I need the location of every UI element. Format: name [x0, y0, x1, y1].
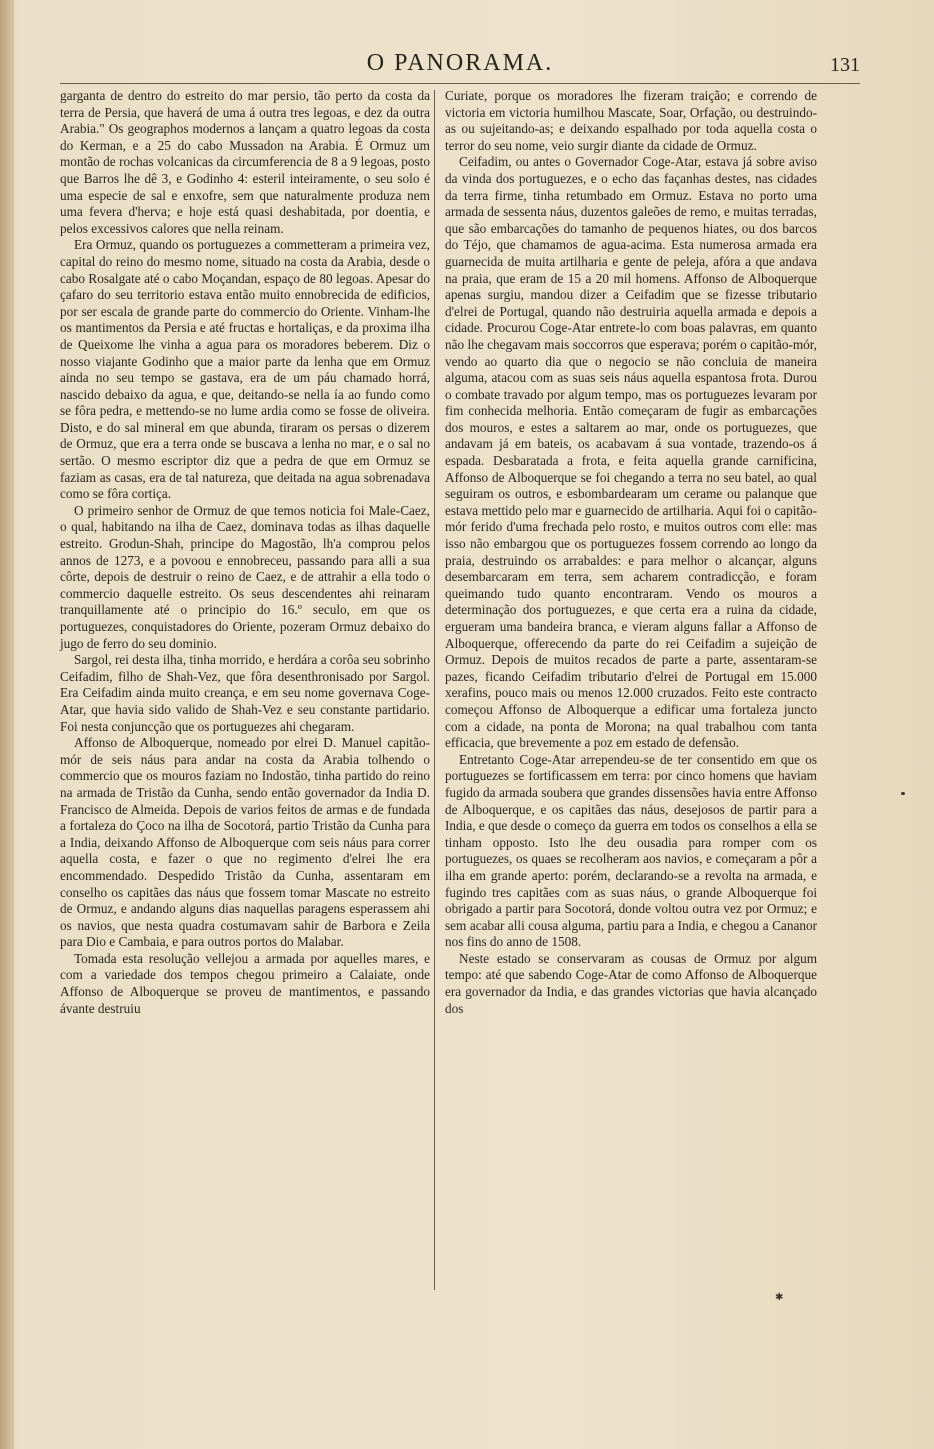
header-rule — [60, 83, 860, 84]
paragraph: O primeiro senhor de Ormuz de que temos noticia foi Male-Caez, o qual, habitando na ilha de Caez, dominava todas as ilhas daquelle estreito. Grodun-Shah, principe do Magostão, lh'a comprou pelos annos de 1273, e a povoou e ennobreceu, passando para alli a sua côrte, depois de destruir o reino de Caez, e de attrahir a ella todo o commercio daquelle estreito. Os seus descendentes ahi reinaram tranquillamente até o principio do 16.º seculo, em que os portuguezes, conquistadores do Oriente, pozeram Ormuz debaixo do jugo de ferro do seu dominio. — [60, 502, 430, 651]
page-header — [60, 50, 860, 84]
paragraph: Era Ormuz, quando os portuguezes a commetteram a primeira vez, capital do reino do mesmo nome, situado na costa da Arabia, desde o cabo Rosalgate até o cabo Moçandan, espaço de 80 legoas. Apesar do çafaro do seu territorio estava então muito ennobrecida de edificios, por ser escala de grande parte do commercio do Oriente. Vinham-lhe os mantimentos da Persia e até fructas e hortaliças, e da proxima ilha de Queixome lhe vinha a agua para os moradores beberem. Diz o nosso viajante Godinho que a maior parte da lenha que em Ormuz ainda no seu tempo se gastava, era de um páu chamado horrá, nascido debaixo da agua, e que, deitando-se nella ía ao fundo como se fôra pedra, e mettendo-se no lume ardia como se fosse de oliveira. Disto, e do sal mineral em que abunda, tiraram os persas o dizerem de Ormuz, que era a terra onde se buscava a lenha no mar, e o sal no sertão. O mesmo escriptor diz que a pedra de que em Ormuz se faziam as casas, era de tal natureza, que deitada na agua sobrenadava como se fôra cortiça. — [60, 237, 430, 502]
paragraph: Ceifadim, ou antes o Governador Coge-Atar, estava já sobre aviso da vinda dos portuguezes, e o echo das façanhas destes, nas cidades da terra firme, tinha retumbado em Ormuz. Estava no porto uma armada de sessenta náus, duzentos galeões de remo, e muitas terradas, que são embarcações do tamanho de pequenos hiates, ou dos barcos do Téjo, que chamamos de agua-acima. Esta numerosa armada era guarnecida de muita artilharia e gente de peleja, afóra a que andava na praia, que eram de 15 a 20 mil homens. Affonso de Alboquerque apenas surgiu, mandou dizer a Ceifadim que se fizesse tributario d'elrei de Portugal, quando não destruiria aquella armada e depois a cidade. Procurou Coge-Atar entrete-lo com boas palavras, em quanto não lhe chegavam mais soccorros que esperava; porém o capitão-mór, vendo ao quarto dia que o negocio se não concluia de maneira alguma, atacou com as suas seis náus aquella espantosa frota. Durou o combate travado por algum tempo, mas os portuguezes levaram por fim conhecida melhoria. Então começaram de fugir as embarcações dos mouros, e estes a saltarem ao mar, onde os portuguezes, que andavam já em bateis, os acabavam á sua vontade, trazendo-os á espada. Desbaratada a frota, e feita aquella grande carnificina, Affonso de Alboquerque se foi chegando a terra no seu batel, ao qual seguiram os outros, e esbombardearam um cerame ou palanque que estava mettido pelo mar e guarnecido de artilharia. Aqui foi o capitão-mór ferido d'uma frechada pelo rosto, e muitos outros com elle: mas isso não embargou que os portuguezes fossem correndo ao longo da praia, destruindo os arrabaldes: e para melhor o alcançar, alguns desembarcaram em terra, sem acharem contradicção, e foram queimando tudo quanto encontraram. Vendo os mouros a determinação dos portuguezes, e que certa era a ruina da cidade, ergueram uma bandeira branca, e vieram alguns fallar a Affonso de Alboquerque, offerecendo da parte do rei Ceifadim a sujeição de Ormuz. Depois de muitos recados de parte a parte, assentaram-se pazes, ficando Ceifadim tributario d'elrei de Portugal em 15.000 xerafins, pouco mais ou menos 12.000 cruzados. Feito este contracto começou Affonso de Alboquerque a edificar uma fortaleza juncto com a cidade, na ponta de Morona; na qual trabalhou com tanta efficacia, que brevemente a poz em estado de defensão. — [445, 154, 817, 751]
ink-speck — [901, 792, 905, 795]
asterisk-ornament-icon: ✱ — [775, 1292, 784, 1303]
page-number: 131 — [830, 54, 860, 76]
paragraph: Entretanto Coge-Atar arrependeu-se de ter consentido em que os portuguezes se fortificassem em terra: por cinco homens que haviam fugido da armada soubera que grandes dissensões havia entre Affonso de Alboquerque, e os capitães das náus, desejosos de partir para a India, e que desde o começo da guerra em todos os conselhos a ella se tinham opposto. Isto lhe deu ousadia para romper com os portuguezes, os quaes se recolheram aos navios, e começaram a pôr a ilha em grande aperto: porém, declarando-se a revolta na armada, e fugindo tres capitães com as suas náus, o grande Alboquerque foi obrigado a partir para Socotorá, donde voltou outra vez por Ormuz; e sem acabar alli cousa alguma, partiu para a India, e chegou a Cananor nos fins do anno de 1508. — [445, 751, 817, 950]
page-binding-edge — [0, 0, 14, 1449]
paragraph: garganta de dentro do estreito do mar persio, tão perto da costa da terra de Persia, que haverá de uma á outra tres legoas, e dez da outra Arabia." Os geographos modernos a lançam a quatro legoas da costa do Kerman, e a 25 do cabo Mussadon na Arabia. É Ormuz um montão de rochas volcanicas da circumferencia de 8 a 9 legoas, posto que Barros lhe dê 3, e Godinho 4: esteril inteiramente, o seu solo é uma especie de sal e enxofre, sem que naturalmente produza nem uma fevera d'herva; e hoje está quasi deshabitada, por doentia, e pelos excessivos calores que nella reinam. — [60, 88, 430, 236]
column-divider — [434, 90, 435, 1290]
right-column — [445, 88, 817, 1017]
paragraph: Curiate, porque os moradores lhe fizeram traição; e correndo de victoria em victoria humilhou Mascate, Soar, Orfação, ou destruindo-as ou sujeitando-as; e deixando espalhado por toda aquella costa o terror do seu nome, veio surgir diante da cidade de Ormuz. — [445, 88, 817, 153]
paragraph: Sargol, rei desta ilha, tinha morrido, e herdára a corôa seu sobrinho Ceifadim, filho de Shah-Vez, que fôra desenthronisado por Sargol. Era Ceifadim ainda muito creança, e em seu nome governava Coge-Atar, que havia sido valido de Shah-Vez e seu constante partidario. Foi nesta conjuncção que os portuguezes ahi chegaram. — [60, 652, 430, 734]
paragraph: Neste estado se conservaram as cousas de Ormuz por algum tempo: até que sabendo Coge-Atar de como Affonso de Alboquerque era governador da India, e das grandes victorias que havia alcançado dos — [445, 950, 817, 1016]
running-title: O PANORAMA. — [366, 50, 554, 76]
left-column — [60, 88, 430, 1017]
paragraph: Affonso de Alboquerque, nomeado por elrei D. Manuel capitão-mór de seis náus para andar na costa da Arabia tolhendo o commercio que os mouros faziam no Indostão, tinha partido do reino na armada de Tristão da Cunha, sendo então governador da India D. Francisco de Almeida. Depois de varios feitos de armas e de fundada a fortaleza do Çoco na ilha de Socotorá, partio Tristão da Cunha para a India, deixando Affonso de Alboquerque com seis náus para correr aquella costa, e fazer o que no regimento d'elrei lhe era encommendado. Despedido Tristão da Cunha, assentaram em conselho os capitães das náus que fossem tomar Mascate no estreito de Ormuz, e andando alguns dias naquellas paragens esperassem ahi os navios, que nesta quadra costumavam sahir de Barbora e Zeila para Dio e Cambaia, e para outros portos do Malabar. — [60, 735, 430, 950]
paragraph: Tomada esta resolução vellejou a armada por aquelles mares, e com a variedade dos tempos chegou primeiro a Calaiate, onde Affonso de Alboquerque se proveu de mantimentos, e passando ávante destruiu — [60, 950, 430, 1016]
